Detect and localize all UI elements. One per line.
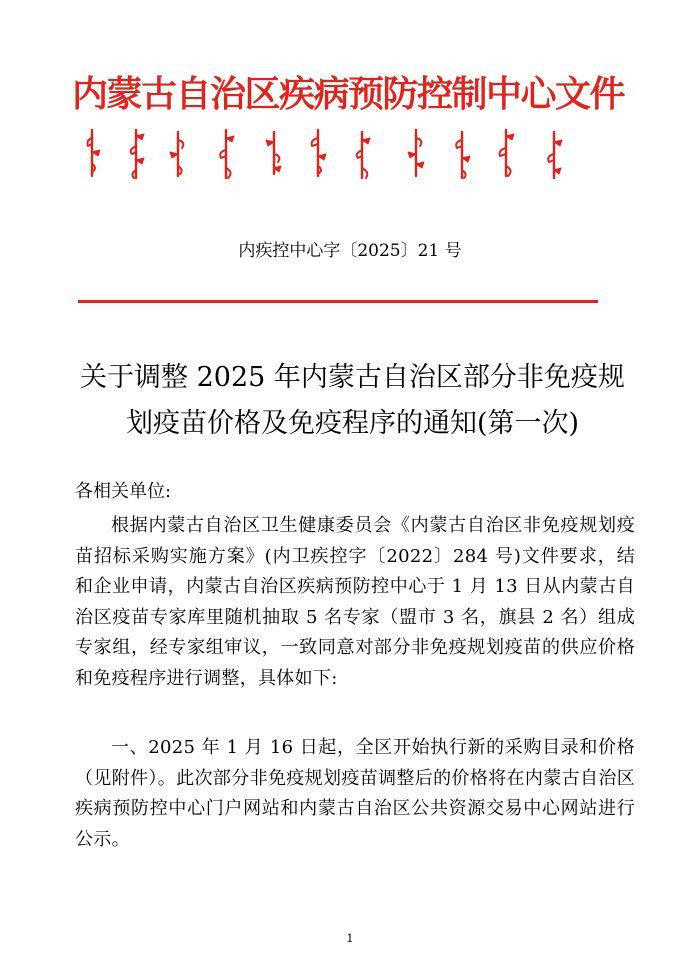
- document-number: 内疾控中心字〔2025〕21 号: [238, 241, 462, 261]
- agency-header-title: 内蒙古自治区疾病预防控制中心文件: [72, 73, 625, 115]
- notice-title-line-2: 划疫苗价格及免疫程序的通知(第一次): [125, 408, 580, 439]
- mongolian-word: [500, 130, 514, 176]
- notice-title-line-1: 关于调整 2025 年内蒙古自治区部分非免疫规: [80, 362, 625, 393]
- body-paragraph-1: 根据内蒙古自治区卫生健康委员会《内蒙古自治区非免疫规划疫苗招标采购实施方案》(内卫疾控字〔2022〕284 号)文件要求，结和企业申请，内蒙古自治区疾病预防控中心于 1 月 13 日从内蒙古自治区疫苗专家库里随机抽取 5 名专家（盟市 3 名，旗县 2 名）组成专家组，经专家组审议，一致同意对部分非免疫规划疫苗的供应价格和免疫程序进行调整，具体如下:: [75, 515, 635, 689]
- mongolian-word: [170, 132, 183, 176]
- mongolian-word: [131, 130, 144, 178]
- notice-title: [70, 355, 635, 447]
- mongolian-word: [456, 132, 470, 178]
- mongolian-script-title: [78, 128, 598, 180]
- mongolian-word: [548, 132, 562, 178]
- mongolian-word: [266, 132, 281, 174]
- salutation: 各相关单位:: [75, 481, 172, 502]
- mongolian-word: [220, 130, 234, 178]
- mongolian-word: [357, 132, 370, 178]
- mongolian-word: [408, 130, 424, 176]
- red-divider-line: [78, 300, 598, 303]
- body-paragraph-2: 一、2025 年 1 月 16 日起，全区开始执行新的采购目录和价格（见附件）。此次部分非免疫规划疫苗调整后的价格将在内蒙古自治区疾病预防控中心门户网站和内蒙古自治区公共资源交易中心网站进行公示。: [75, 737, 635, 850]
- mongolian-word: [88, 130, 101, 176]
- mongolian-word: [312, 130, 326, 176]
- page-number: 1: [346, 932, 354, 945]
